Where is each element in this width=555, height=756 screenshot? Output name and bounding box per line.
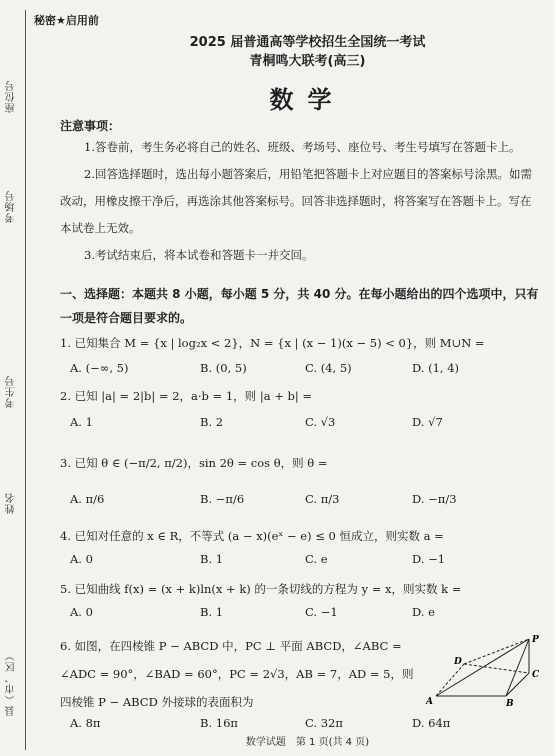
pyramid-figure xyxy=(424,634,549,709)
candidate-number-label: 考生号 xyxy=(6,375,17,408)
question-2-stem: 2. 已知 |a| = 2|b| = 2，a·b = 1，则 |a + b| = xyxy=(60,389,313,403)
question-6-option-c: C. 32π xyxy=(305,716,343,730)
notice-title: 注意事项： xyxy=(60,119,121,133)
question-6-stem: 6. 如图，在四棱锥 P − ABCD 中，PC ⊥ 平面 ABCD，∠ABC = ∠ADC = 90°，∠BAD = 60°，PC = 2√3，AB = 7，AD = 5，则四棱锥 P − ABCD 外接球的表面积为 xyxy=(60,639,414,709)
name-label: 姓名 xyxy=(6,492,17,514)
question-2-option-c: C. √3 xyxy=(305,415,336,429)
notice-item-2: 2.回答选择题时，选出每小题答案后，用铅笔把答题卡上对应题目的答案标号涂黑。如需改动，用橡皮擦干净后，再选涂其他答案标号。回答非选择题时，将答案写在答题卡上。写在本试卷上无效。 xyxy=(60,167,532,235)
page-footer: 数学试题 第 1 页(共 4 页) xyxy=(245,737,370,748)
edge-dp xyxy=(464,639,529,664)
vertex-d-label: D xyxy=(454,657,462,667)
edge-bp xyxy=(506,639,529,696)
question-4-stem: 4. 已知对任意的 x ∈ R，不等式 (a − x)(eˣ − e) ≤ 0 恒成立，则实数 a = xyxy=(60,529,444,543)
confidential-mark: 秘密★启用前 xyxy=(34,14,99,27)
question-1-option-c: C. (4, 5) xyxy=(305,361,352,375)
vertex-c-label: C xyxy=(532,670,540,680)
seat-number-label: 座位号 xyxy=(6,80,17,113)
room-number-label: 考场号 xyxy=(6,190,17,223)
question-2-option-b: B. 2 xyxy=(200,415,224,429)
question-3-option-a: A. π/6 xyxy=(70,492,105,506)
question-1-option-a: A. (−∞, 5) xyxy=(70,361,129,375)
question-4-option-b: B. 1 xyxy=(200,552,224,566)
question-5-option-d: D. e xyxy=(412,605,435,619)
exam-subtitle: 青桐鸣大联考(高三) xyxy=(249,54,366,69)
question-2-option-a: A. 1 xyxy=(70,415,93,429)
section-heading: 一、选择题：本题共 8 小题，每小题 5 分，共 40 分。在每小题给出的四个选项中，只有一项是符合题目要求的。 xyxy=(60,287,539,325)
question-5-option-a: A. 0 xyxy=(70,605,93,619)
vertex-a-label: A xyxy=(426,697,433,707)
question-5-option-c: C. −1 xyxy=(305,605,338,619)
question-5-option-b: B. 1 xyxy=(200,605,224,619)
exam-title: 2025 届普通高等学校招生全国统一考试 xyxy=(189,35,426,50)
question-1-option-d: D. (1, 4) xyxy=(412,361,460,375)
vertex-b-label: B xyxy=(506,699,514,709)
question-3-option-d: D. −π/3 xyxy=(412,492,457,506)
question-1-option-b: B. (0, 5) xyxy=(200,361,247,375)
subject-title: 数学 xyxy=(269,86,346,114)
question-2-option-d: D. √7 xyxy=(412,415,443,429)
county-label: 县（市、区） xyxy=(6,650,17,716)
question-6-option-a: A. 8π xyxy=(70,716,101,730)
question-4-option-d: D. −1 xyxy=(412,552,446,566)
question-4-option-c: C. e xyxy=(305,552,328,566)
question-1-stem: 1. 已知集合 M = {x | log₂x < 2}，N = {x | (x − 1)(x − 5) < 0}，则 M∪N = xyxy=(60,336,485,350)
notice-item-1: 1.答卷前，考生务必将自己的姓名、班级、考场号、座位号、考生号填写在答题卡上。 xyxy=(84,140,521,154)
question-3-option-b: B. −π/6 xyxy=(200,492,245,506)
vertex-p-label: P xyxy=(532,635,539,645)
question-6-option-b: B. 16π xyxy=(200,716,238,730)
question-5-stem: 5. 已知曲线 f(x) = (x + k)ln(x + k) 的一条切线的方程为 y = x，则实数 k = xyxy=(60,582,462,596)
question-3-option-c: C. π/3 xyxy=(305,492,340,506)
question-3-stem: 3. 已知 θ ∈ (−π/2, π/2)，sin 2θ = cos θ，则 θ = xyxy=(60,456,328,470)
question-4-option-a: A. 0 xyxy=(70,552,93,566)
notice-item-3: 3.考试结束后，将本试卷和答题卡一并交回。 xyxy=(84,248,314,262)
edge-dc xyxy=(464,664,529,673)
edge-bc xyxy=(506,673,529,696)
edge-ad xyxy=(436,664,464,696)
binding-line xyxy=(25,10,26,750)
question-6-option-d: D. 64π xyxy=(412,716,451,730)
